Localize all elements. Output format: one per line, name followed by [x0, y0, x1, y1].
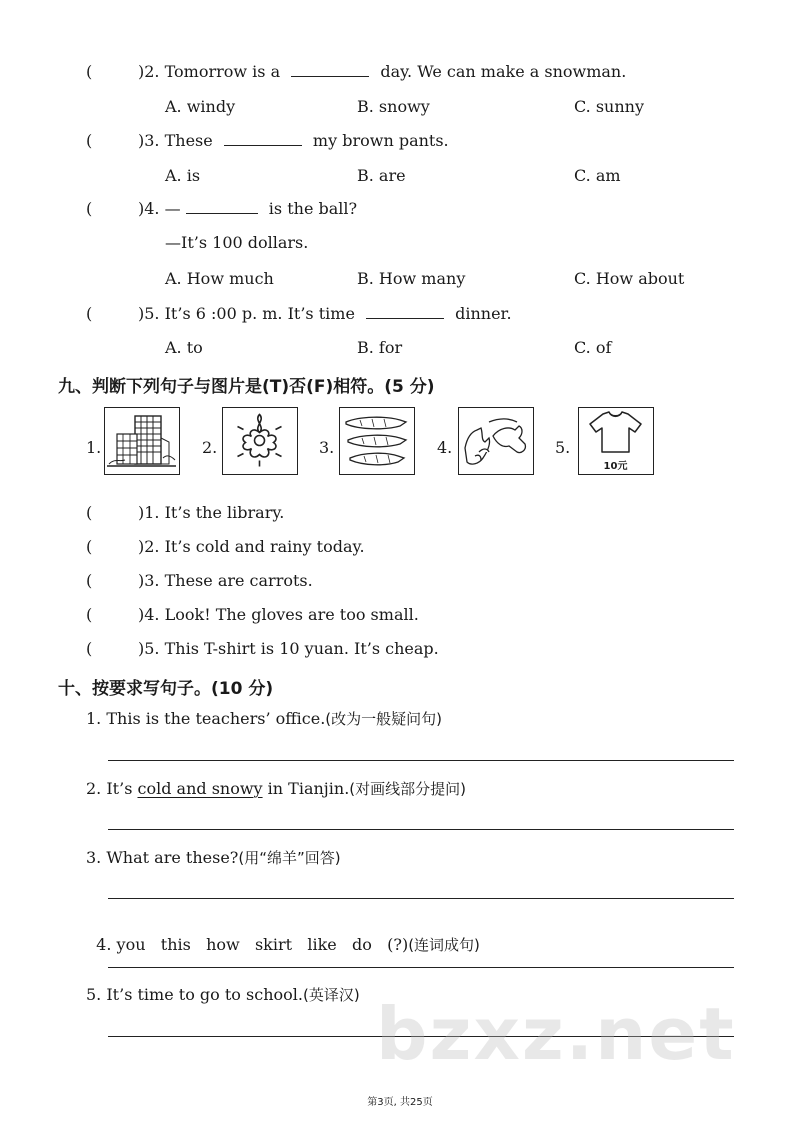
paren-left: ( [86, 639, 93, 658]
option-b: B. are [357, 166, 406, 185]
paren-left: ( [86, 503, 93, 522]
option-a: A. windy [165, 97, 236, 116]
stem-text: 4. — [144, 199, 181, 218]
paren-right: ) [138, 199, 145, 218]
stem-text: 3. These [144, 131, 213, 150]
question-stem [138, 131, 449, 150]
answer-line[interactable] [108, 760, 734, 761]
stem-text: is the ball? [268, 199, 358, 218]
option-c: C. of [574, 338, 612, 357]
picture-number: 1. [86, 438, 102, 457]
underlined-phrase: cold and snowy [137, 779, 263, 798]
price-tag: 10元 [603, 461, 628, 472]
tshirt-icon [579, 408, 652, 456]
paren-left: ( [86, 199, 93, 218]
answer-line-text: —It’s 100 dollars. [165, 233, 309, 252]
rewrite-item: 2. It’s cold and snowy in Tianjin.(对画线部分提问) [86, 779, 466, 798]
question-stem [138, 62, 626, 81]
option-a: A. to [165, 338, 203, 357]
paren-left: ( [86, 131, 93, 150]
stem-text: day. We can make a snowman. [380, 62, 627, 81]
judge-item: )2. It’s cold and rainy today. [138, 537, 365, 556]
picture-number: 2. [202, 438, 218, 457]
option-c: C. sunny [574, 97, 645, 116]
paren-right: ) [138, 304, 145, 323]
stem-text: my brown pants. [312, 131, 449, 150]
page-footer: 第3页, 共25页 [367, 1097, 433, 1108]
stem-text: dinner. [455, 304, 512, 323]
paren-left: ( [86, 605, 93, 624]
rewrite-item: 3. What are these?(用“绵羊”回答) [86, 848, 341, 867]
carrots-icon [340, 408, 413, 473]
judge-item: )1. It’s the library. [138, 503, 285, 522]
rewrite-item: 1. This is the teachers’ office.(改为一般疑问句) [86, 709, 442, 728]
answer-blank[interactable] [291, 62, 369, 77]
judge-item: )4. Look! The gloves are too small. [138, 605, 419, 624]
answer-blank[interactable] [186, 199, 258, 214]
paren-right: ) [138, 131, 145, 150]
picture-number: 5. [555, 438, 571, 457]
picture-building [104, 407, 180, 475]
picture-number: 4. [437, 438, 453, 457]
option-b: B. for [357, 338, 403, 357]
option-a: A. is [165, 166, 201, 185]
answer-line[interactable] [108, 829, 734, 830]
answer-blank[interactable] [366, 304, 444, 319]
paren-right: ) [138, 62, 145, 81]
stem-text: 2. Tomorrow is a [144, 62, 281, 81]
option-a: A. How much [165, 269, 274, 288]
answer-blank[interactable] [224, 131, 302, 146]
picture-gloves [458, 407, 534, 475]
picture-number: 3. [319, 438, 335, 457]
paren-left: ( [86, 537, 93, 556]
question-stem [138, 199, 357, 218]
judge-item: )3. These are carrots. [138, 571, 313, 590]
option-c: C. How about [574, 269, 685, 288]
paren-left: ( [86, 571, 93, 590]
answer-line[interactable] [108, 967, 734, 968]
building-icon [105, 408, 178, 473]
paren-left: ( [86, 62, 93, 81]
judge-item: )5. This T-shirt is 10 yuan. It’s cheap. [138, 639, 439, 658]
picture-snowflake [222, 407, 298, 475]
option-b: B. How many [357, 269, 466, 288]
rewrite-item: 5. It’s time to go to school.(英译汉) [86, 985, 360, 1004]
rewrite-item: 4. you this how skirt like do (?)(连词成句) [96, 935, 480, 954]
answer-line[interactable] [108, 898, 734, 899]
picture-tshirt [578, 407, 654, 475]
option-b: B. snowy [357, 97, 430, 116]
snowflake-icon [223, 408, 296, 473]
gloves-icon [459, 408, 532, 473]
stem-text: 5. It’s 6 :00 p. m. It’s time [144, 304, 355, 323]
section-title-9: 九、判断下列句子与图片是(T)否(F)相符。(5 分) [58, 377, 435, 397]
paren-left: ( [86, 304, 93, 323]
option-c: C. am [574, 166, 621, 185]
picture-carrots [339, 407, 415, 475]
question-stem [138, 304, 512, 323]
watermark: bzxz.net [376, 992, 736, 1076]
section-title-10: 十、按要求写句子。(10 分) [58, 679, 274, 699]
